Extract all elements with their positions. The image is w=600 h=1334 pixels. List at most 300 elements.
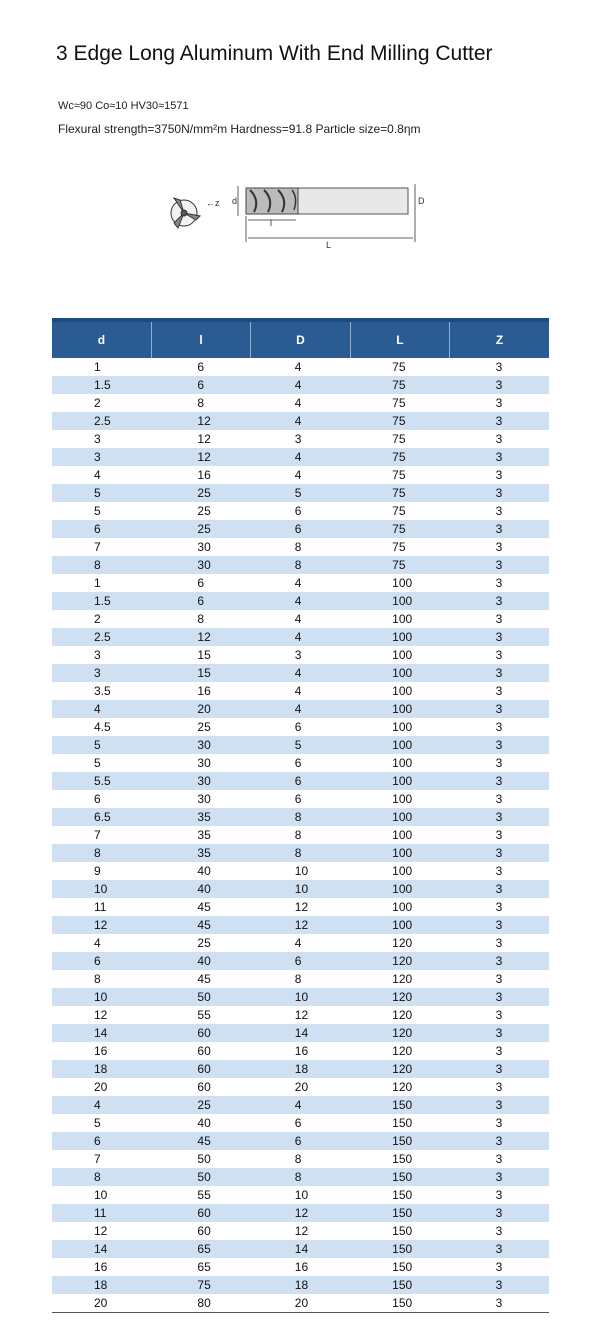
table-row <box>52 1276 549 1294</box>
table-cell: 45 <box>151 916 250 934</box>
table-cell: 3 <box>450 646 549 664</box>
table-cell: 10 <box>251 988 350 1006</box>
table-cell: 6 <box>251 520 350 538</box>
table-cell: 150 <box>350 1150 449 1168</box>
table-cell: 6 <box>52 790 151 808</box>
table-row <box>52 898 549 916</box>
table-cell: 150 <box>350 1258 449 1276</box>
label-l-small: l <box>270 218 272 228</box>
table-cell: 2 <box>52 394 151 412</box>
table-cell: 3 <box>450 448 549 466</box>
table-cell: 75 <box>350 412 449 430</box>
table-cell: 3 <box>450 772 549 790</box>
table-cell: 3 <box>450 1222 549 1240</box>
table-cell: 8 <box>251 808 350 826</box>
table-cell: 30 <box>151 556 250 574</box>
table-cell: 5 <box>52 502 151 520</box>
table-cell: 3 <box>450 592 549 610</box>
table-cell: 55 <box>151 1006 250 1024</box>
table-cell: 7 <box>52 1150 151 1168</box>
table-cell: 18 <box>52 1276 151 1294</box>
table-cell: 3 <box>450 898 549 916</box>
table-cell: 12 <box>251 898 350 916</box>
table-cell: 12 <box>151 448 250 466</box>
table-cell: 6 <box>151 574 250 592</box>
table-cell: 3 <box>52 448 151 466</box>
table-cell: 18 <box>251 1060 350 1078</box>
table-cell: 3 <box>450 916 549 934</box>
table-cell: 120 <box>350 1006 449 1024</box>
composition-spec: Wc≈90 Co≈10 HV30≈1571 <box>58 100 189 112</box>
table-cell: 100 <box>350 790 449 808</box>
table-cell: 3 <box>450 736 549 754</box>
table-cell: 100 <box>350 772 449 790</box>
table-row <box>52 880 549 898</box>
table-cell: 3 <box>450 1096 549 1114</box>
table-cell: 3 <box>450 394 549 412</box>
table-cell: 12 <box>52 916 151 934</box>
table-cell: 3 <box>450 358 549 376</box>
table-cell: 15 <box>151 664 250 682</box>
table-cell: 10 <box>251 1186 350 1204</box>
table-cell: 12 <box>251 1204 350 1222</box>
table-row <box>52 1042 549 1060</box>
side-view-illustration <box>238 184 415 242</box>
table-body <box>52 358 549 1312</box>
table-row <box>52 556 549 574</box>
table-header-row <box>52 322 549 358</box>
table-cell: 12 <box>251 1222 350 1240</box>
table-cell: 75 <box>350 358 449 376</box>
table-cell: 1 <box>52 358 151 376</box>
table-row <box>52 376 549 394</box>
table-row <box>52 1024 549 1042</box>
table-cell: 3 <box>450 700 549 718</box>
table-cell: 100 <box>350 646 449 664</box>
table-cell: 3 <box>251 430 350 448</box>
table-cell: 75 <box>350 394 449 412</box>
table-cell: 3 <box>450 484 549 502</box>
table-cell: 11 <box>52 1204 151 1222</box>
table-row <box>52 970 549 988</box>
table-cell: 10 <box>52 988 151 1006</box>
end-view-illustration <box>171 198 200 228</box>
table-cell: 8 <box>251 1150 350 1168</box>
table-cell: 25 <box>151 718 250 736</box>
table-cell: 8 <box>251 844 350 862</box>
table-cell: 60 <box>151 1060 250 1078</box>
table-cell: 150 <box>350 1222 449 1240</box>
table-cell: 100 <box>350 736 449 754</box>
table-cell: 3 <box>450 574 549 592</box>
table-cell: 6 <box>251 790 350 808</box>
table-cell: 16 <box>52 1258 151 1276</box>
table-cell: 3 <box>450 1132 549 1150</box>
table-cell: 4 <box>251 682 350 700</box>
table-cell: 40 <box>151 862 250 880</box>
table-cell: 8 <box>52 1168 151 1186</box>
table-cell: 100 <box>350 610 449 628</box>
table-row <box>52 394 549 412</box>
table-cell: 3 <box>450 1168 549 1186</box>
table-cell: 6 <box>52 952 151 970</box>
table-cell: 4 <box>251 934 350 952</box>
table-cell: 25 <box>151 502 250 520</box>
table-bottom-rule <box>52 1312 549 1313</box>
table-cell: 6 <box>52 1132 151 1150</box>
table-cell: 3 <box>450 808 549 826</box>
table-row <box>52 952 549 970</box>
spec-table <box>52 322 549 1312</box>
table-cell: 3 <box>450 1150 549 1168</box>
label-z: ←z <box>206 198 220 208</box>
table-row <box>52 1060 549 1078</box>
table-cell: 100 <box>350 880 449 898</box>
table-cell: 4 <box>251 610 350 628</box>
table-cell: 30 <box>151 772 250 790</box>
table-cell: 75 <box>350 502 449 520</box>
table-cell: 4 <box>52 934 151 952</box>
table-cell: 4 <box>251 376 350 394</box>
table-row <box>52 592 549 610</box>
table-cell: 3 <box>450 520 549 538</box>
table-cell: 3 <box>450 952 549 970</box>
table-cell: 16 <box>151 466 250 484</box>
table-cell: 8 <box>251 556 350 574</box>
table-cell: 60 <box>151 1078 250 1096</box>
table-cell: 20 <box>52 1078 151 1096</box>
table-cell: 3 <box>450 988 549 1006</box>
table-cell: 50 <box>151 1168 250 1186</box>
table-row <box>52 700 549 718</box>
table-cell: 12 <box>251 1006 350 1024</box>
table-cell: 100 <box>350 898 449 916</box>
table-cell: 8 <box>251 970 350 988</box>
table-cell: 3 <box>450 376 549 394</box>
table-cell: 3 <box>450 718 549 736</box>
table-cell: 75 <box>350 448 449 466</box>
table-cell: 55 <box>151 1186 250 1204</box>
table-cell: 3 <box>450 538 549 556</box>
table-cell: 8 <box>52 556 151 574</box>
table-row <box>52 430 549 448</box>
table-row <box>52 412 549 430</box>
table-cell: 3 <box>450 556 549 574</box>
table-cell: 3 <box>450 664 549 682</box>
table-row <box>52 1168 549 1186</box>
table-cell: 100 <box>350 916 449 934</box>
table-cell: 120 <box>350 1042 449 1060</box>
table-cell: 5.5 <box>52 772 151 790</box>
table-cell: 80 <box>151 1294 250 1312</box>
table-row <box>52 718 549 736</box>
table-cell: 75 <box>350 538 449 556</box>
table-cell: 30 <box>151 736 250 754</box>
table-cell: 150 <box>350 1204 449 1222</box>
table-cell: 40 <box>151 952 250 970</box>
table-cell: 3 <box>450 1024 549 1042</box>
table-cell: 120 <box>350 952 449 970</box>
table-cell: 6 <box>151 376 250 394</box>
table-cell: 150 <box>350 1132 449 1150</box>
end-mill-diagram <box>160 176 440 256</box>
table-row <box>52 574 549 592</box>
table-row <box>52 826 549 844</box>
label-l-big: L <box>326 240 332 250</box>
table-cell: 100 <box>350 754 449 772</box>
table-cell: 120 <box>350 1060 449 1078</box>
table-cell: 20 <box>52 1294 151 1312</box>
table-cell: 3 <box>450 466 549 484</box>
table-cell: 3 <box>450 1294 549 1312</box>
table-row <box>52 1006 549 1024</box>
table-cell: 35 <box>151 844 250 862</box>
table-cell: 5 <box>52 484 151 502</box>
table-row <box>52 1258 549 1276</box>
table-cell: 30 <box>151 538 250 556</box>
table-cell: 3 <box>450 1186 549 1204</box>
table-cell: 75 <box>350 430 449 448</box>
table-row <box>52 1222 549 1240</box>
table-cell: 150 <box>350 1294 449 1312</box>
table-row <box>52 988 549 1006</box>
table-cell: 3 <box>450 1240 549 1258</box>
table-cell: 75 <box>350 466 449 484</box>
table-cell: 3 <box>450 754 549 772</box>
table-cell: 2.5 <box>52 412 151 430</box>
table-cell: 6 <box>251 952 350 970</box>
table-cell: 60 <box>151 1204 250 1222</box>
table-cell: 3 <box>450 1114 549 1132</box>
table-cell: 5 <box>52 754 151 772</box>
table-row <box>52 520 549 538</box>
table-cell: 2.5 <box>52 628 151 646</box>
table-cell: 150 <box>350 1114 449 1132</box>
table-cell: 14 <box>52 1240 151 1258</box>
table-cell: 12 <box>151 430 250 448</box>
table-cell: 65 <box>151 1240 250 1258</box>
table-cell: 100 <box>350 592 449 610</box>
table-cell: 60 <box>151 1024 250 1042</box>
table-row <box>52 736 549 754</box>
table-row <box>52 682 549 700</box>
table-cell: 100 <box>350 682 449 700</box>
table-cell: 100 <box>350 700 449 718</box>
table-cell: 3 <box>52 646 151 664</box>
table-cell: 75 <box>151 1276 250 1294</box>
table-cell: 30 <box>151 754 250 772</box>
table-cell: 3 <box>450 970 549 988</box>
table-cell: 3 <box>450 880 549 898</box>
table-row <box>52 790 549 808</box>
table-cell: 8 <box>251 826 350 844</box>
table-cell: 65 <box>151 1258 250 1276</box>
table-cell: 75 <box>350 520 449 538</box>
table-cell: 8 <box>251 538 350 556</box>
table-row <box>52 862 549 880</box>
table-cell: 6 <box>251 1114 350 1132</box>
table-cell: 4.5 <box>52 718 151 736</box>
table-cell: 4 <box>251 628 350 646</box>
table-row <box>52 772 549 790</box>
table-cell: 5 <box>251 736 350 754</box>
table-cell: 8 <box>251 1168 350 1186</box>
table-cell: 3 <box>450 826 549 844</box>
table-cell: 8 <box>151 394 250 412</box>
table-cell: 10 <box>52 880 151 898</box>
table-cell: 50 <box>151 988 250 1006</box>
table-cell: 100 <box>350 628 449 646</box>
table-cell: 3 <box>450 1204 549 1222</box>
table-cell: 150 <box>350 1240 449 1258</box>
table-cell: 3 <box>450 844 549 862</box>
table-cell: 7 <box>52 538 151 556</box>
table-cell: 11 <box>52 898 151 916</box>
table-cell: 4 <box>251 412 350 430</box>
table-row <box>52 1078 549 1096</box>
table-cell: 25 <box>151 934 250 952</box>
table-row <box>52 1186 549 1204</box>
table-cell: 3 <box>450 934 549 952</box>
table-cell: 4 <box>251 664 350 682</box>
table-cell: 35 <box>151 826 250 844</box>
table-cell: 150 <box>350 1186 449 1204</box>
table-cell: 100 <box>350 574 449 592</box>
table-cell: 4 <box>251 1096 350 1114</box>
table-cell: 3 <box>450 1276 549 1294</box>
table-cell: 6 <box>251 502 350 520</box>
table-cell: 6 <box>151 358 250 376</box>
table-cell: 4 <box>52 700 151 718</box>
table-cell: 8 <box>52 970 151 988</box>
table-cell: 10 <box>251 862 350 880</box>
table-cell: 12 <box>151 412 250 430</box>
table-cell: 14 <box>251 1024 350 1042</box>
table-cell: 12 <box>251 916 350 934</box>
table-row <box>52 1294 549 1312</box>
table-cell: 6 <box>251 754 350 772</box>
property-spec: Flexural strength=3750N/mm²m Hardness=91.8 Particle size=0.8ηm <box>58 122 421 136</box>
table-cell: 150 <box>350 1276 449 1294</box>
table-cell: 16 <box>52 1042 151 1060</box>
table-cell: 4 <box>251 700 350 718</box>
table-cell: 4 <box>251 574 350 592</box>
table-row <box>52 934 549 952</box>
table-cell: 18 <box>251 1276 350 1294</box>
table-cell: 15 <box>151 646 250 664</box>
table-cell: 100 <box>350 808 449 826</box>
table-cell: 18 <box>52 1060 151 1078</box>
table-cell: 100 <box>350 826 449 844</box>
table-cell: 3 <box>251 646 350 664</box>
table-cell: 75 <box>350 376 449 394</box>
table-cell: 16 <box>151 682 250 700</box>
header-L: L <box>350 322 449 358</box>
table-cell: 75 <box>350 484 449 502</box>
header-d: d <box>52 322 151 358</box>
table-cell: 4 <box>52 466 151 484</box>
table-cell: 12 <box>151 628 250 646</box>
spec-table-container <box>52 318 549 1313</box>
table-cell: 25 <box>151 1096 250 1114</box>
table-row <box>52 502 549 520</box>
table-cell: 12 <box>52 1006 151 1024</box>
table-cell: 14 <box>52 1024 151 1042</box>
table-cell: 30 <box>151 790 250 808</box>
table-cell: 3 <box>450 1078 549 1096</box>
table-cell: 8 <box>52 844 151 862</box>
table-cell: 5 <box>52 1114 151 1132</box>
table-cell: 25 <box>151 520 250 538</box>
label-d-big: D <box>418 196 425 206</box>
table-row <box>52 1240 549 1258</box>
table-cell: 1.5 <box>52 376 151 394</box>
table-row <box>52 916 549 934</box>
table-cell: 6.5 <box>52 808 151 826</box>
table-cell: 6 <box>251 718 350 736</box>
table-cell: 4 <box>251 466 350 484</box>
table-cell: 3 <box>450 1060 549 1078</box>
table-cell: 9 <box>52 862 151 880</box>
table-cell: 2 <box>52 610 151 628</box>
table-cell: 5 <box>52 736 151 754</box>
table-cell: 4 <box>251 448 350 466</box>
table-cell: 20 <box>151 700 250 718</box>
table-cell: 120 <box>350 1024 449 1042</box>
table-cell: 40 <box>151 880 250 898</box>
table-cell: 45 <box>151 898 250 916</box>
table-cell: 16 <box>251 1258 350 1276</box>
table-cell: 6 <box>251 772 350 790</box>
table-cell: 75 <box>350 556 449 574</box>
table-cell: 4 <box>251 592 350 610</box>
table-cell: 8 <box>151 610 250 628</box>
table-cell: 3 <box>450 790 549 808</box>
table-cell: 3 <box>52 430 151 448</box>
table-cell: 25 <box>151 484 250 502</box>
table-cell: 3 <box>450 1006 549 1024</box>
table-row <box>52 808 549 826</box>
table-cell: 100 <box>350 664 449 682</box>
label-d-small: d <box>232 196 238 206</box>
table-row <box>52 664 549 682</box>
table-cell: 45 <box>151 970 250 988</box>
table-row <box>52 1150 549 1168</box>
table-row <box>52 1132 549 1150</box>
table-cell: 3 <box>450 1258 549 1276</box>
table-cell: 3 <box>450 862 549 880</box>
table-cell: 6 <box>52 520 151 538</box>
table-cell: 20 <box>251 1294 350 1312</box>
header-z: Z <box>450 322 549 358</box>
table-row <box>52 610 549 628</box>
table-cell: 40 <box>151 1114 250 1132</box>
table-cell: 1 <box>52 574 151 592</box>
table-cell: 3 <box>450 610 549 628</box>
table-cell: 45 <box>151 1132 250 1150</box>
table-cell: 150 <box>350 1096 449 1114</box>
table-row <box>52 844 549 862</box>
page-title: 3 Edge Long Aluminum With End Milling Cutter <box>56 42 493 65</box>
table-cell: 35 <box>151 808 250 826</box>
table-cell: 7 <box>52 826 151 844</box>
table-cell: 120 <box>350 934 449 952</box>
table-cell: 10 <box>251 880 350 898</box>
table-row <box>52 484 549 502</box>
table-cell: 20 <box>251 1078 350 1096</box>
table-cell: 150 <box>350 1168 449 1186</box>
table-cell: 16 <box>251 1042 350 1060</box>
